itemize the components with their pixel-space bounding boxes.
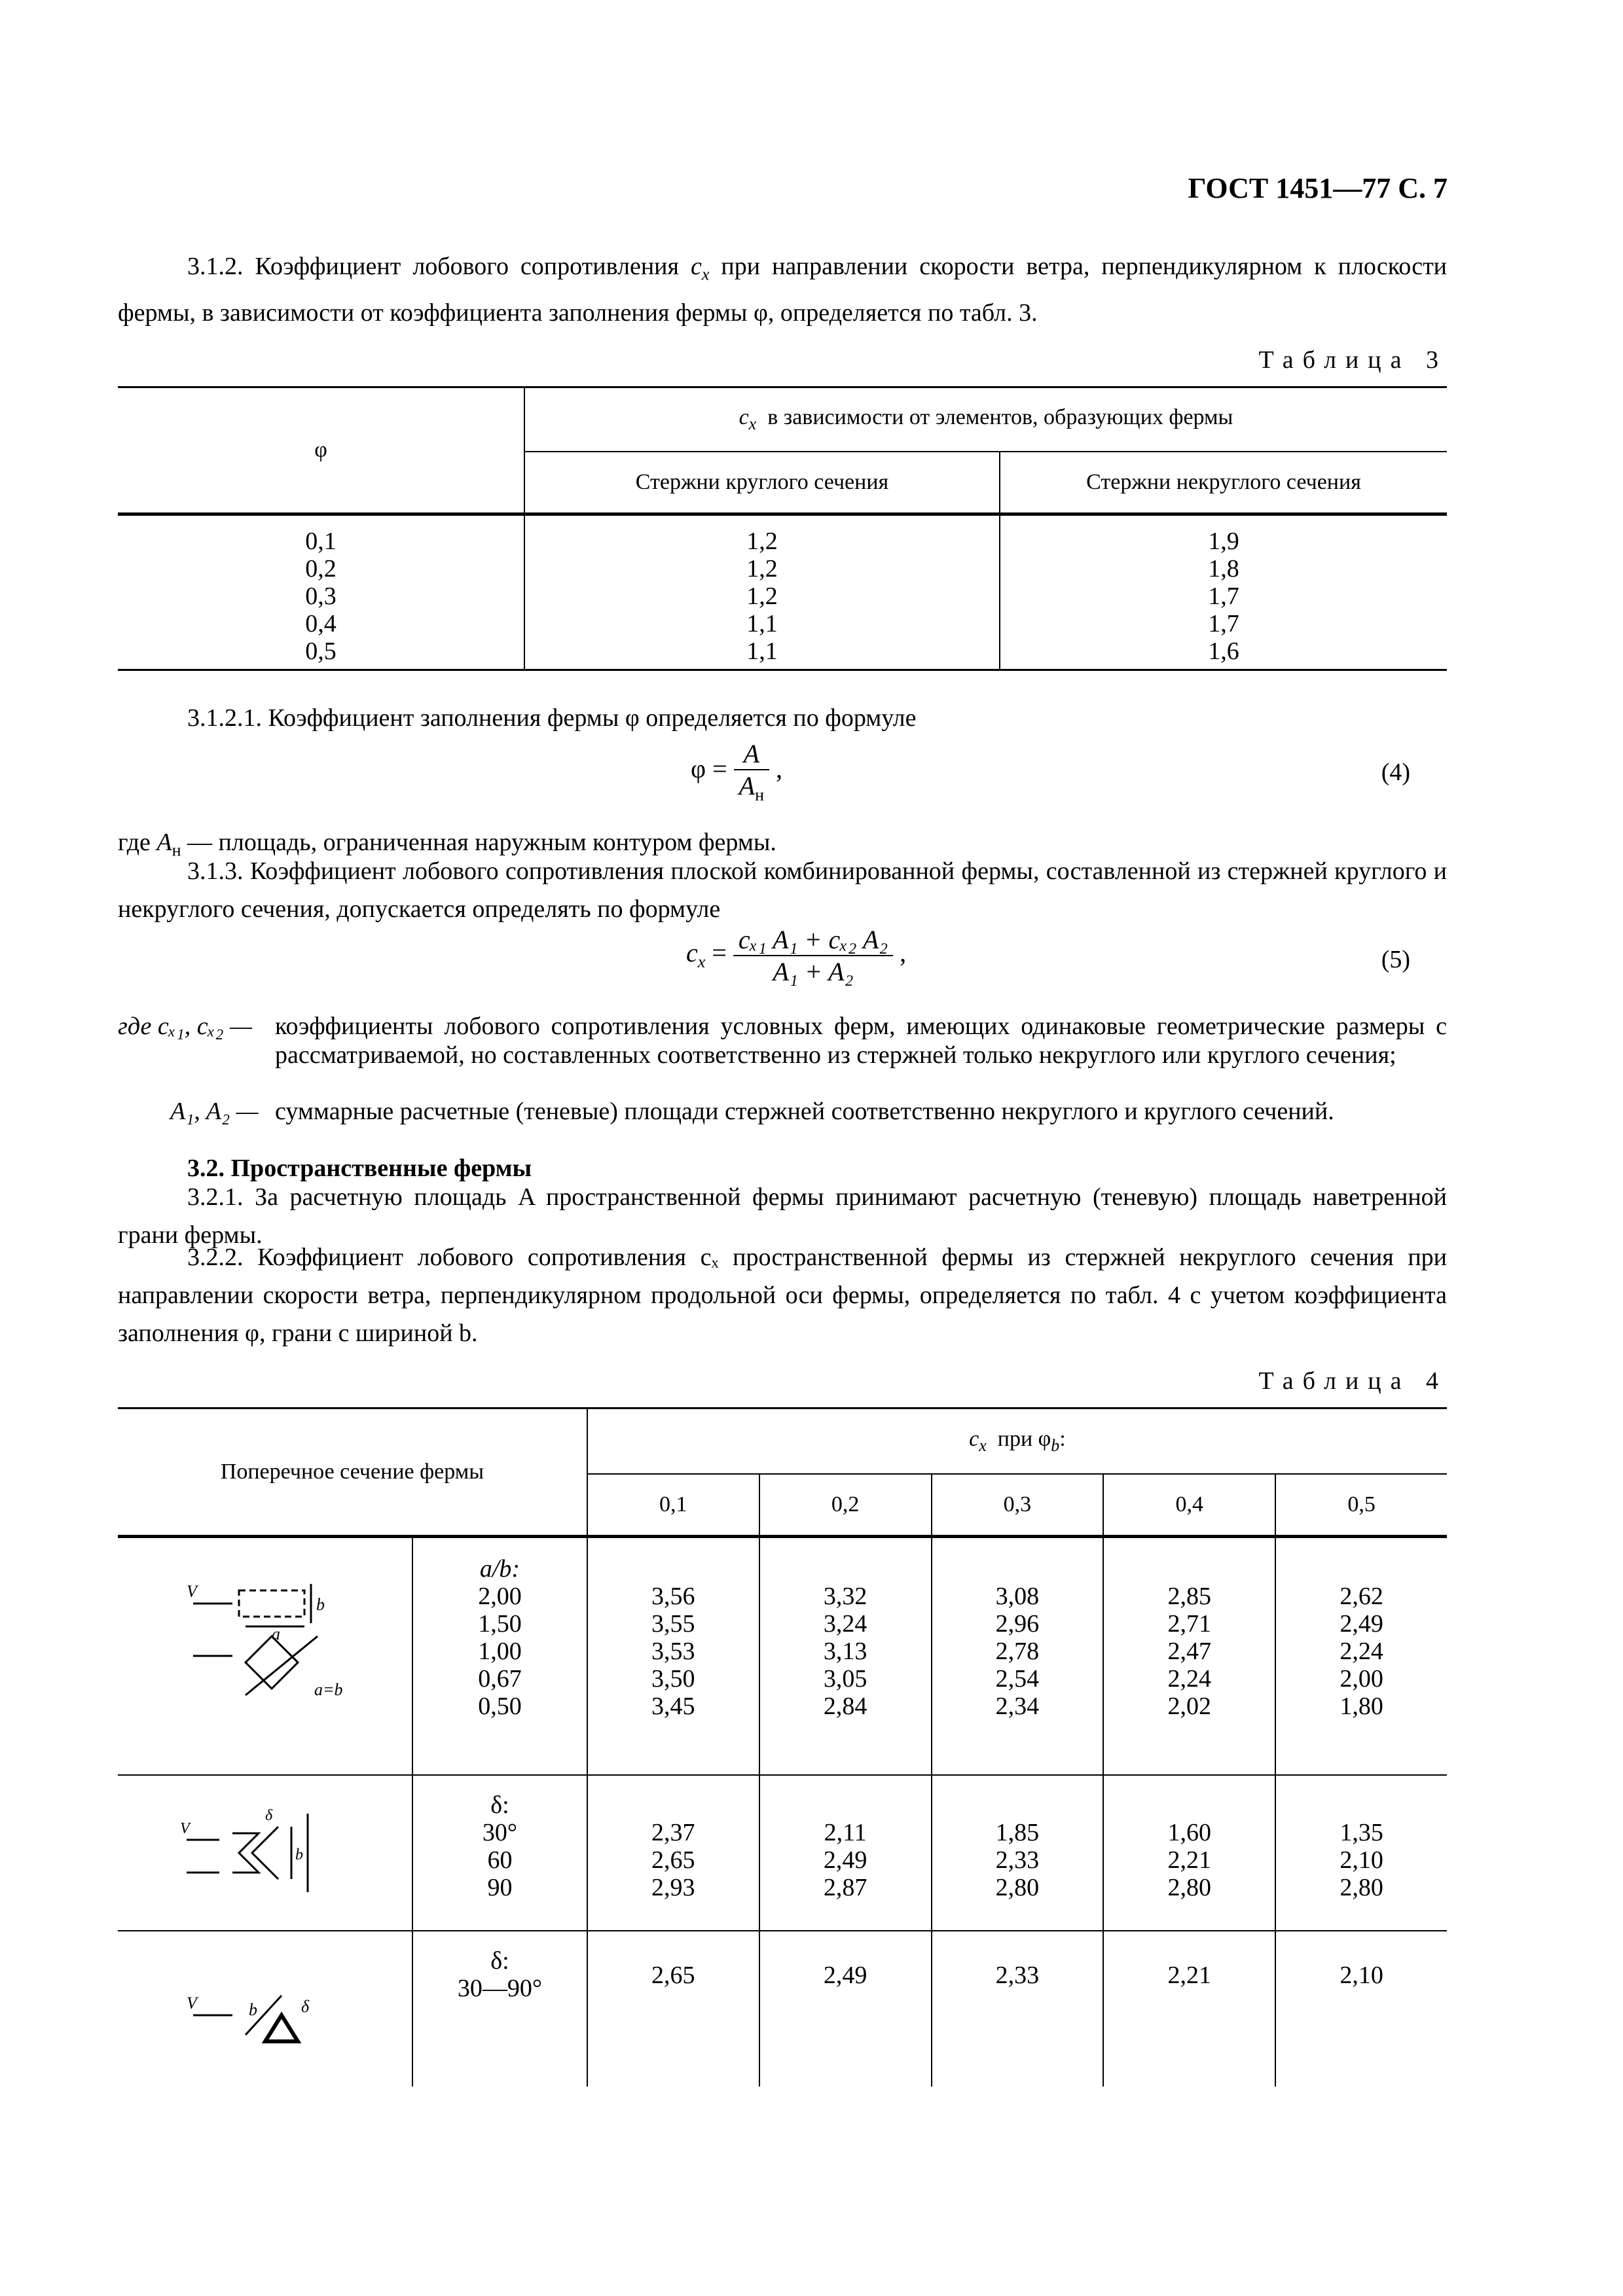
angle-section-diagram [167,1787,363,1918]
where5-b-head: A₁, A₂ — [170,1098,259,1125]
table4-caption: Таблица 4 [1258,1367,1448,1395]
formula-lhs: c [686,938,698,968]
table3-nonround-values: 1,9 1,8 1,7 1,7 1,6 [1208,528,1239,665]
table4-header-section: Поперечное сечение фермы [118,1408,587,1537]
where5-a-head: где cₓ₁, cₓ₂ — [118,1013,252,1040]
formula-4 [691,738,782,805]
paragraph-3-1-2-1: 3.1.2.1. Коэффициент заполнения фермы φ определяется по формуле [187,704,917,732]
table4-cell: 1,35 2,10 2,80 [1340,1818,1383,1901]
param-label: δ: [490,1946,509,1975]
group-text: в зависимости от элементов, образующих фермы [767,404,1233,429]
triangle-bar [265,2015,298,2041]
para-text: при направлении скорости ветра, перпендикулярном к плоскости фермы, в зависимости от коэффициента заполнения фермы φ, определяется по табл. 3. [118,253,1448,327]
table-3 [118,386,1447,671]
param-values: 2,00 1,50 1,00 0,67 0,50 [478,1583,522,1720]
table4-cell: 3,32 3,24 3,13 3,05 2,84 [759,1537,932,1775]
angle-bar [232,1833,259,1873]
table4-col-4: 0,5 [1347,1492,1376,1516]
label-v: V [179,1820,190,1837]
table3-phi-values: 0,1 0,2 0,3 0,4 0,5 [118,514,524,670]
where5-b-text: суммарные расчетные (теневые) площади стержней соответственно некруглого и круглого сечений. [275,1098,1334,1125]
table-4 [118,1407,1447,2087]
page-header: ГОСТ 1451—77 С. 7 [1188,172,1448,204]
numerator: A [734,738,769,770]
table4-cell: 3,56 3,55 3,53 3,50 3,45 [587,1537,759,1775]
label-delta: δ [301,1997,309,2016]
rect-bar [239,1590,304,1617]
group-tail: : [1059,1426,1066,1451]
param-values: 30—90° [457,1974,543,2002]
diamond-bar [246,1636,298,1689]
label-b: b [295,1846,303,1863]
table4-cell: 2,33 [932,1931,1104,2087]
formula-fraction [733,924,893,987]
label-b: b [316,1595,325,1615]
cx-subscript: x [979,1435,987,1455]
paragraph-3-2-1: 3.2.1. За расчетную площадь A пространственной фермы принимают расчетную (теневую) площадь наветренной грани фермы. [118,1183,1447,1249]
table4-header-group [587,1408,1447,1474]
table3-header-round: Стержни круглого сечения [524,452,1000,514]
formula-lhs-subscript: x [697,952,706,972]
table4-cell: 2,65 [587,1931,759,2087]
table4-cell: 1,85 2,33 2,80 [932,1775,1104,1931]
sketch-triangle-section [118,1931,412,2087]
table3-round-values: 1,2 1,2 1,2 1,1 1,1 [524,514,1000,670]
cx-symbol: c [739,404,749,429]
sketch-angle-section [118,1775,412,1931]
label-a: a [271,1624,280,1644]
table4-cell: 2,85 2,71 2,47 2,24 2,02 [1103,1537,1275,1775]
denominator: A₁ + A₂ [773,957,854,986]
a-symbol: A [156,829,172,856]
param-values: 30° 60 90 [482,1818,518,1901]
denominator-subscript: н [755,785,765,804]
table4-cell: 2,62 2,49 2,24 2,00 1,80 [1340,1583,1383,1720]
paragraph-3-2-2: 3.2.2. Коэффициент лобового сопротивления cₓ пространственной фермы из стержней некруглого сечения при направлении скорости ветра, перпендикулярном продольной оси фермы, определяется по табл. 4 с учетом коэффициента заполнения φ, грани с шириной b. [118,1244,1447,1347]
a-subscript: н [172,840,181,860]
param-label: a/b: [479,1555,520,1583]
section-3-2-title: 3.2. Пространственные фермы [187,1155,532,1182]
sketch-rect-section [118,1537,412,1775]
table4-cell: 2,21 [1103,1931,1275,2087]
group-text: при φ [997,1426,1051,1451]
cx-subscript: x [701,264,710,284]
denominator: A [739,771,756,800]
formula-5-number: (5) [1381,946,1410,973]
numerator: cₓ₁ A₁ + cₓ₂ A₂ [733,924,893,956]
formula-tail: , [900,938,907,968]
paragraph-3-1-2 [118,247,1447,332]
label-a-eq-b: a=b [314,1680,343,1700]
where-text: — площадь, ограниченная наружным контуром фермы. [187,829,776,856]
table4-col-1: 0,2 [759,1474,932,1537]
table4-cell: 2,10 [1340,1961,1383,1989]
table4-cell: 2,11 2,49 2,87 [759,1775,932,1931]
formula-5 [686,924,906,987]
label-delta: δ [264,1806,272,1824]
table4-col-0: 0,1 [587,1474,759,1537]
equals-sign: = [712,938,727,968]
rect-section-diagram [167,1558,363,1754]
table3-header-nonround: Стержни некруглого сечения [1086,469,1361,494]
cx-symbol: c [969,1426,979,1451]
label-b: b [248,2000,257,2019]
formula-4-number: (4) [1381,759,1410,786]
formula-lhs: φ = [691,754,727,784]
table4-col-3: 0,4 [1103,1474,1275,1537]
table4-row2-params [412,1775,587,1931]
formula-tail: , [776,754,783,784]
triangle-section-diagram [167,1943,363,2074]
formula-fraction [734,738,769,805]
phi-subscript: b [1051,1435,1060,1455]
table4-cell: 2,49 [759,1931,932,2087]
para-text: 3.1.2. Коэффициент лобового сопротивления [187,253,679,280]
param-label: δ: [490,1791,509,1819]
paragraph-3-1-3: 3.1.3. Коэффициент лобового сопротивления плоской комбинированной фермы, составленной из стержней круглого и некруглого сечения, допускается определять по формуле [118,857,1447,923]
cx-subscript: x [748,414,757,433]
table3-caption: Таблица 3 [1258,346,1448,374]
cx-symbol: c [691,253,702,280]
table4-cell: 1,60 2,21 2,80 [1103,1775,1275,1931]
table4-row1-params [412,1537,587,1775]
table4-col-2: 0,3 [932,1474,1104,1537]
table3-header-group [524,387,1447,452]
table4-row3-params [412,1931,587,2087]
label-v: V [186,1994,197,2013]
table3-header-phi: φ [118,387,524,514]
where5-a-text: коэффициенты лобового сопротивления условных ферм, имеющих одинаковые геометрические размеры с рассматриваемой, но составленных соответственно из стержней только некруглого или круглого сечения; [275,1013,1447,1069]
label-v: V [186,1582,197,1602]
table4-cell: 3,08 2,96 2,78 2,54 2,34 [932,1537,1104,1775]
where-word: где [118,829,151,856]
table4-cell: 2,37 2,65 2,93 [587,1775,759,1931]
